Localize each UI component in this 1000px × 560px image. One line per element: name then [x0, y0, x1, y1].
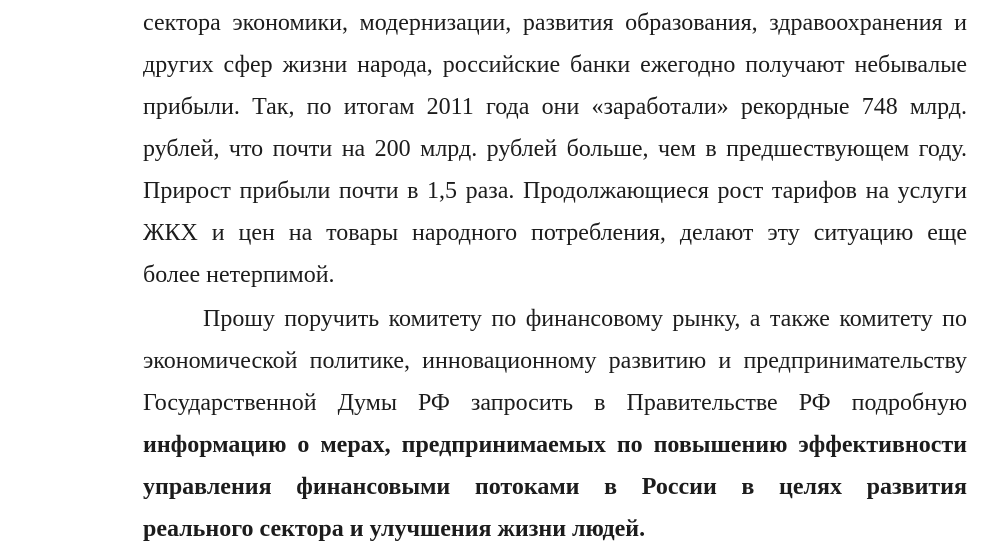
paragraph1-line-6: ЖКХ и цен на товары народного потребления, делают эту ситуацию еще [143, 220, 967, 246]
paragraph2-bold-line-2: управления финансовыми потоками в России в целях развития [143, 474, 967, 500]
paragraph2-bold-line-1: информацию о мерах, предпринимаемых по повышению эффективности [143, 432, 967, 458]
paragraph1-line-4: рублей, что почти на 200 млрд. рублей больше, чем в предшествующем году. [143, 136, 967, 162]
paragraph2-bold-line-3: реального сектора и улучшения жизни людей. [143, 516, 646, 542]
paragraph1-line-5: Прирост прибыли почти в 1,5 раза. Продолжающиеся рост тарифов на услуги [143, 178, 967, 204]
paragraph1-line-1: сектора экономики, модернизации, развития образования, здравоохранения и [143, 10, 967, 36]
paragraph1-line-3: прибыли. Так, по итогам 2011 года они «заработали» рекордные 748 млрд. [143, 94, 967, 120]
paragraph2-line-2: экономической политике, инновационному развитию и предпринимательству [143, 348, 967, 374]
paragraph1-line-2: других сфер жизни народа, российские банки ежегодно получают небывалые [143, 52, 967, 78]
paragraph2-line-3: Государственной Думы РФ запросить в Правительстве РФ подробную [143, 390, 967, 416]
paragraph1-line-7: более нетерпимой. [143, 262, 335, 288]
paragraph2-line-1: Прошу поручить комитету по финансовому рынку, а также комитету по [203, 306, 967, 332]
